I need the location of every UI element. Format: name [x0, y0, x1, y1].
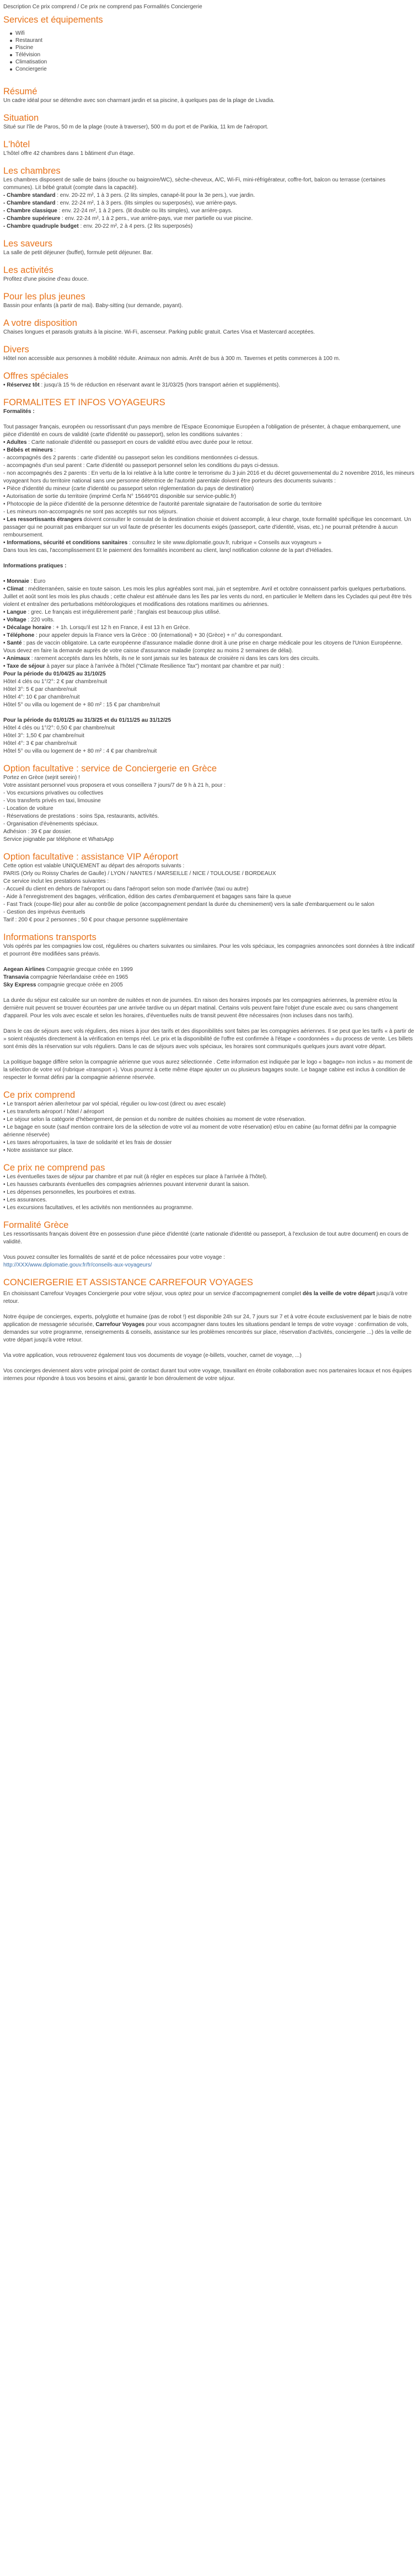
- mineurs-line: - accompagnés d'un seul parent : Carte d'identité ou passeport personnel selon les conditions du pays ci-dessus.: [3, 463, 280, 469]
- prix-line: • Les hausses carburants éventuelles des compagnies aériennes pouvant intervenir durant la saison.: [3, 1182, 250, 1188]
- mineurs-line: • Autorisation de sortie du territoire (imprimé Cerfa N° 15646*01 disponible sur service-public.fr): [3, 493, 237, 500]
- prix-line: • Les assurances.: [3, 1197, 47, 1203]
- activites-text: Profitez d'une piscine d'eau douce.: [3, 276, 89, 282]
- formalites-title: FORMALITES ET INFOS VOYAGEURS: [3, 398, 165, 407]
- vip-line: Cette option est valable UNIQUEMENT au départ des aéroports suivants :: [3, 863, 185, 869]
- chambre-line: - Chambre standard : env. 22-24 m², 1 à 3 pers. (lits simples ou superposés), vue arrière-pays.: [3, 200, 237, 206]
- info-line: • Taxe de séjour à payer sur place à l'arrivée à l'hôtel ("Climate Resilience Tax") montant par chambre et par nuit) :: [3, 663, 285, 669]
- tax-line: Hôtel 5° ou villa ou logement de + 80 m² : 4 € par chambre/nuit: [3, 748, 157, 754]
- breadcrumb[interactable]: Description Ce prix comprend / Ce prix ne comprend pas Formalités Conciergerie: [3, 4, 202, 10]
- airline-line: Aegean Airlines Compagnie grecque créée en 1999: [3, 967, 133, 973]
- divers-text: Hôtel non accessible aux personnes à mobilité réduite. Animaux non admis. Arrêt de bus à 300 m. Tavernes et petits commerces à 100 m.: [3, 356, 340, 362]
- vip-line: Ce service inclut les prestations suivantes :: [3, 878, 109, 884]
- prix-line: • Les éventuelles taxes de séjour par chambre et par nuit (à régler en espèces sur place à l'arrivée à l'hôtel).: [3, 1174, 267, 1180]
- services-list: [3, 30, 415, 73]
- offres-text: • Réservez tôt : jusqu'à 15 % de réduction en réservant avant le 31/03/25 (hors transport aérien et suppléments).: [3, 382, 280, 388]
- disposition-title: A votre disposition: [3, 318, 77, 328]
- formalites-intro: Tout passager français, européen ou ressortissant d'un pays membre de l'Espace Economique Européen a l'obligation de présenter, à chaque embarquement, une pièce d'identité en cours de validité (carte d'identité ou passeport), selon les conditions suivantes :: [3, 424, 403, 438]
- list-item: Piscine: [15, 44, 415, 51]
- resume-text: Un cadre idéal pour se détendre avec son charmant jardin et sa piscine, à quelques pas de la plage de Livadia.: [3, 98, 275, 104]
- prix-line: • Les transferts aéroport / hôtel / aéroport: [3, 1109, 104, 1115]
- formalites-bebes: • Bébés et mineurs :: [3, 447, 56, 453]
- prix-line: • Les taxes aéroportuaires, la taxe de solidarité et les frais de dossier: [3, 1140, 172, 1146]
- prix-line: • Les excursions facultatives, et les activités non mentionnées au programme.: [3, 1205, 194, 1211]
- tax-line: Hôtel 4°: 3 € par chambre/nuit: [3, 740, 77, 747]
- conciergerie-option-title: Option facultative : service de Conciergerie en Grèce: [3, 764, 217, 774]
- transports-paragraph: La durée du séjour est calculée sur un nombre de nuitées et non de journées. En raison des horaires imposés par les compagnies aériennes, la première et/ou la dernière nuit peuvent se trouver écourtées par une arrivée tardive ou un départ matinal. Certains vols peuvent faire l'objet d'une escale avec ou sans changement d'appareil. Pour les vols avec escale et selon les horaires, d'éventuelles nuits de transit peuvent être nécessaires (non incluses dans nos tarifs).: [3, 997, 400, 1019]
- hotel-text: L'hôtel offre 42 chambres dans 1 bâtiment d'un étage.: [3, 151, 135, 157]
- prix-line: • Le bagage en soute (sauf mention contraire lors de la sélection de votre vol au moment de votre réservation) et/ou en cabine (au format défini par la compagnie aérienne réservée): [3, 1124, 398, 1138]
- mineurs-line: • Photocopie de la pièce d'identité de la personne détentrice de l'autorité parentale signataire de l'autorisation de sortie du territoire: [3, 501, 322, 507]
- list-item: Climatisation: [15, 58, 415, 66]
- chambres-title: Les chambres: [3, 166, 61, 176]
- prix-ne-comprend-title: Ce prix ne comprend pas: [3, 1163, 105, 1173]
- conciergerie-line: - Réservations de prestations : soins Spa, restaurants, activités.: [3, 813, 159, 819]
- conciergerie-line: Service joignable par téléphone et WhatsApp: [3, 836, 114, 842]
- resume-title: Résumé: [3, 87, 37, 96]
- vip-line: Tarif : 200 € pour 2 personnes ; 50 € pour chaque personne supplémentaire: [3, 917, 188, 923]
- vip-line: - Aide à l'enregistrement des bagages, vérification, édition des cartes d'embarquement et bagages sans faire la queue: [3, 894, 291, 900]
- airline-line: Transavia compagnie Néerlandaise créée en 1965: [3, 974, 128, 980]
- airline-line: Sky Express compagnie grecque créée en 2005: [3, 982, 123, 988]
- prix-comprend-title: Ce prix comprend: [3, 1090, 76, 1100]
- conciergerie-line: - Organisation d'évènements spéciaux.: [3, 821, 99, 827]
- formalites-adultes: • Adultes : Carte nationale d'identité ou passeport en cours de validité et/ou avec durée pour le retour.: [3, 439, 253, 446]
- conciergerie-line: - Vos transferts privés en taxi, limousine: [3, 798, 101, 804]
- info-line: • Décalage horaire : + 1h. Lorsqu'il est 12 h en France, il est 13 h en Grèce.: [3, 625, 190, 631]
- tax-line: Hôtel 5° ou villa ou logement de + 80 m² : 15 € par chambre/nuit: [3, 702, 160, 708]
- hotel-title: L'hôtel: [3, 139, 30, 149]
- situation-title: Situation: [3, 113, 39, 123]
- divers-title: Divers: [3, 345, 29, 355]
- tax-period-title: Pour la période du 01/04/25 au 31/10/25: [3, 671, 106, 677]
- situation-text: Situé sur l'île de Paros, 50 m de la plage (route à traverser), 500 m du port et de Parikia, 11 km de l'aéroport.: [3, 124, 269, 130]
- tax-line: Hôtel 4°: 10 € par chambre/nuit: [3, 694, 80, 700]
- formalites-sanitaires: • Informations, sécurité et conditions sanitaires : consultez le site www.diplomatie.gouv.fr, rubrique « Conseils aux voyageurs »: [3, 540, 321, 546]
- transports-paragraph: Dans le cas de séjours avec vols réguliers, des mises à jour des tarifs et des disponibilités sont faites par les compagnies aériennes. Il se peut que les tarifs « à partir de » soient réajustés directement à la vérification en temps réel. Le prix et la disponibilité de l'offre est confirmée à l'étape « coordonnées » du process de vente. Les billets sont émis dès la réservation sur vols réguliers. Dans le cas de séjours avec vols spéciaux, les horaires sont communiqués quelques jours avant votre départ.: [3, 1028, 416, 1050]
- tax-line: Hôtel 4 clés ou 1°/2°: 2 € par chambre/nuit: [3, 679, 108, 685]
- disposition-text: Chaises longues et parasols gratuits à la piscine. Wi-Fi, ascenseur. Parking public gratuit. Cartes Visa et Mastercard acceptées.: [3, 329, 315, 335]
- mineurs-line: - non accompagnés des 2 parents : En vertu de la loi relative à la lutte contre le terrorisme du 3 juin 2016 et du décret gouvernemental du 2 novembre 2016, les mineurs voyageant hors du territoire national sans une personne détentrice de l'autorité parentale doivent être porteurs des documents suivants :: [3, 470, 416, 484]
- vip-line: - Accueil du client en dehors de l'aéroport ou dans l'aéroport selon son mode d'arrivée (taxi ou autre): [3, 886, 249, 892]
- tax-line: Hôtel 4 clés ou 1°/2°: 0,50 € par chambre/nuit: [3, 725, 115, 731]
- prix-line: • Notre assistance sur place.: [3, 1147, 73, 1153]
- info-line: • Climat : méditerranéen, saisie en toute saison. Les mois les plus agréables sont mai, juin et septembre. Avril et octobre connaissent parfois quelques perturbations. Juillet et août sont les mois les plus chauds ; cette chaleur est atténuée dans les îles par les vents du nord, en particulier le Meltem dans les Cyclades qui peut être très violent et entraîner des perturbations météorologiques et modifications des rotations maritimes ou aériennes.: [3, 586, 414, 608]
- conciergerie-line: - Vos excursions privatives ou collectives: [3, 790, 104, 796]
- activites-title: Les activités: [3, 265, 53, 275]
- formalites-end: Dans tous les cas, l'accomplissement Et le paiement des formalités incombent au client, lançl notification colonne de la part d'Héliades.: [3, 548, 333, 554]
- prix-line: • Les dépenses personnelles, les pourboires et extras.: [3, 1189, 136, 1195]
- jeunes-text: Bassin pour enfants (à partir de mai). Baby-sitting (sur demande, payant).: [3, 303, 183, 309]
- transports-intro: Vols opérés par les compagnies low cost, régulières ou charters suivantes ou similaires. Pour les vols spéciaux, les compagnies annoncées sont données à titre indicatif et pourront être modifiées sans préavis.: [3, 943, 416, 957]
- chambres-intro: Les chambres disposent de salle de bains (douche ou baignoire/WC), sèche-cheveux, A/C, Wi-Fi, mini-réfrigérateur, coffre-fort, balcon ou terrasse (certaines communes). Lit bébé gratuit (compte dans la capacité).: [3, 177, 387, 191]
- conciergerie-line: - Location de voiture: [3, 806, 53, 812]
- tax-period-title: Pour la période du 01/01/25 au 31/3/25 et du 01/11/25 au 31/12/25: [3, 717, 172, 723]
- info-line: • Monnaie : Euro: [3, 578, 46, 584]
- list-item: Restaurant: [15, 37, 415, 44]
- chambre-line: - Chambre standard : env. 20-22 m², 1 à 3 pers. (2 lits simples, canapé-lit pour la 3e pers.), vue jardin.: [3, 192, 255, 198]
- mineurs-line: - Les mineurs non-accompagnés ne sont pas acceptés sur nos séjours.: [3, 509, 178, 515]
- chambre-line: - Chambre quadruple budget : env. 20-22 m², 2 à 4 pers. (2 lits superposés): [3, 223, 193, 229]
- info-line: • Santé : pas de vaccin obligatoire. La carte européenne d'assurance maladie donne droit à une prise en charge médicale pour les citoyens de l'Union Européenne. Vous devez en faire la demande auprès de votre caisse d'assurance maladie (comptez au moins 2 semaines de délai).: [3, 640, 404, 654]
- services-title: Services et équipements: [3, 15, 103, 25]
- carrefour-paragraph: Vos concierges deviennent alors votre principal point de contact durant tout votre voyage, travaillant en étroite collaboration avec nos partenaires locaux et nos équipes internes pour répondre à tous vos besoins et ainsi, garantir le bon déroulement de votre séjour.: [3, 1368, 414, 1382]
- info-line: • Téléphone : pour appeler depuis la France vers la Grèce : 00 (international) + 30 (Grèce) + n° du correspondant.: [3, 632, 283, 638]
- list-item: Conciergerie: [15, 66, 415, 73]
- offres-title: Offres spéciales: [3, 371, 68, 381]
- list-item: Wifi: [15, 30, 415, 37]
- jeunes-title: Pour les plus jeunes: [3, 292, 85, 302]
- vip-title: Option facultative : assistance VIP Aéroport: [3, 852, 179, 862]
- transports-title: Informations transports: [3, 932, 97, 942]
- formalite-grece-text: Les ressortissants français doivent être en possession d'une pièce d'identité (carte nationale d'identité ou passeport, à l'exclusion de tout autre document) en cours de validité.: [3, 1231, 410, 1245]
- diplomatie-link[interactable]: http://XXX/www.diplomatie.gouv.fr/fr/conseils-aux-voyageurs/: [3, 1262, 152, 1268]
- conciergerie-line: Votre assistant personnel vous proposera et vous conseillera 7 jours/7 de 9 h à 21 h, pour :: [3, 782, 226, 788]
- list-item: Télévision: [15, 51, 415, 58]
- formalites-etrangers: • Les ressortissants étrangers doivent consulter le consulat de la destination choisie et doivent accomplir, à leur charge, toute formalité spécifique les concernant. Un passager qui ne pourrait pas embarquer sur un vol faute de présenter les documents exigés (passeport, carte d'identité, visas, etc.) ne pourrait prétendre à aucun remboursement.: [3, 517, 413, 538]
- mineurs-line: • Pièce d'identité du mineur (carte d'identité ou passeport selon réglementation du pays de destination): [3, 486, 254, 492]
- chambre-line: - Chambre classique : env. 22-24 m², 1 à 2 pers. (lit double ou lits simples), vue arrière-pays.: [3, 208, 233, 214]
- info-line: • Voltage : 220 volts.: [3, 617, 55, 623]
- formalites-subtitle: Formalités :: [3, 409, 35, 415]
- vip-line: - Gestion des imprévus éventuels: [3, 909, 85, 915]
- formalite-grece-title: Formalité Grèce: [3, 1220, 69, 1230]
- chambre-line: - Chambre supérieure : env. 22-24 m², 1 à 2 pers., vue arrière-pays, vue mer partielle ou vue piscine.: [3, 216, 253, 222]
- prix-line: • Le séjour selon la catégorie d'hébergement, de pension et du nombre de nuitées choisies au moment de votre réservation.: [3, 1117, 306, 1123]
- transports-paragraph: La politique bagage diffère selon la compagnie aérienne que vous aurez sélectionnée . Cette information est indiquée par le logo « bagage» non inclus » au moment de la sélection de votre vol (rubrique «transport »). Vous pourrez à cette même étape ajouter un ou plusieurs bagages soute. Le bagage cabine est inclus à condition de respecter le format défini par la compagnie aérienne réservée.: [3, 1059, 414, 1081]
- infos-subtitle: Informations pratiques :: [3, 563, 67, 569]
- mineurs-line: - accompagnés des 2 parents : carte d'identité ou passeport selon les conditions mentionnées ci-dessus.: [3, 455, 259, 461]
- tax-line: Hôtel 3°: 1,50 € par chambre/nuit: [3, 733, 84, 739]
- vip-line: - Fast Track (coupe-file) pour aller au contrôle de police (accompagnement pendant la durée du cheminement) vers la salle d'embarquement ou le salon: [3, 901, 374, 908]
- carrefour-title: CONCIERGERIE ET ASSISTANCE CARREFOUR VOYAGES: [3, 1278, 253, 1287]
- tax-line: Hôtel 3°: 5 € par chambre/nuit: [3, 686, 77, 693]
- saveurs-text: La salle de petit déjeuner (buffet), formule petit déjeuner. Bar.: [3, 250, 153, 256]
- vip-line: PARIS (Orly ou Roissy Charles de Gaulle) / LYON / NANTES / MARSEILLE / NICE / TOULOUSE / BORDEAUX: [3, 871, 276, 877]
- info-line: • Langue : grec. Le français est irrégulièrement parlé ; l'anglais est beaucoup plus utilisé.: [3, 609, 221, 615]
- carrefour-paragraph: Notre équipe de concierges, experts, polyglotte et humaine (pas de robot !) est disponible 24h sur 24, 7 jours sur 7 et à votre écoute exclusivement par le biais de notre application de messagerie sécurisée, Carrefour Voyages pour vous accompagner dans toutes les situations pendant le temps de votre voyage : confirmation de vols, demandes sur votre programme, renseignements & conseils, assistance sur les problèmes rencontrés sur place, réservation d'activités, conciergerie ...) dès la veille de votre départ jusqu'à votre retour.: [3, 1314, 414, 1343]
- carrefour-paragraph: Via votre application, vous retrouverez également tous vos documents de voyage (e-billets, voucher, carnet de voyage, ...): [3, 1353, 302, 1359]
- saveurs-title: Les saveurs: [3, 239, 52, 249]
- conciergerie-line: Portez en Grèce (sejrit serein) !: [3, 775, 80, 781]
- prix-line: • Le transport aérien aller/retour par vol spécial, régulier ou low-cost (direct ou avec escale): [3, 1101, 226, 1107]
- carrefour-paragraph: En choisissant Carrefour Voyages Conciergerie pour votre séjour, vous optez pour un service d'accompagnement complet dès la veille de votre départ jusqu'à votre retour.: [3, 1291, 409, 1305]
- info-line: • Animaux : rarement acceptés dans les hôtels, ils ne le sont jamais sur les bateaux de croisière ni dans les cars lors des circuits.: [3, 656, 320, 662]
- formalite-grece-text: Vous pouvez consulter les formalités de santé et de police nécessaires pour votre voyage :: [3, 1254, 225, 1260]
- conciergerie-line: Adhésion : 39 € par dossier.: [3, 829, 72, 835]
